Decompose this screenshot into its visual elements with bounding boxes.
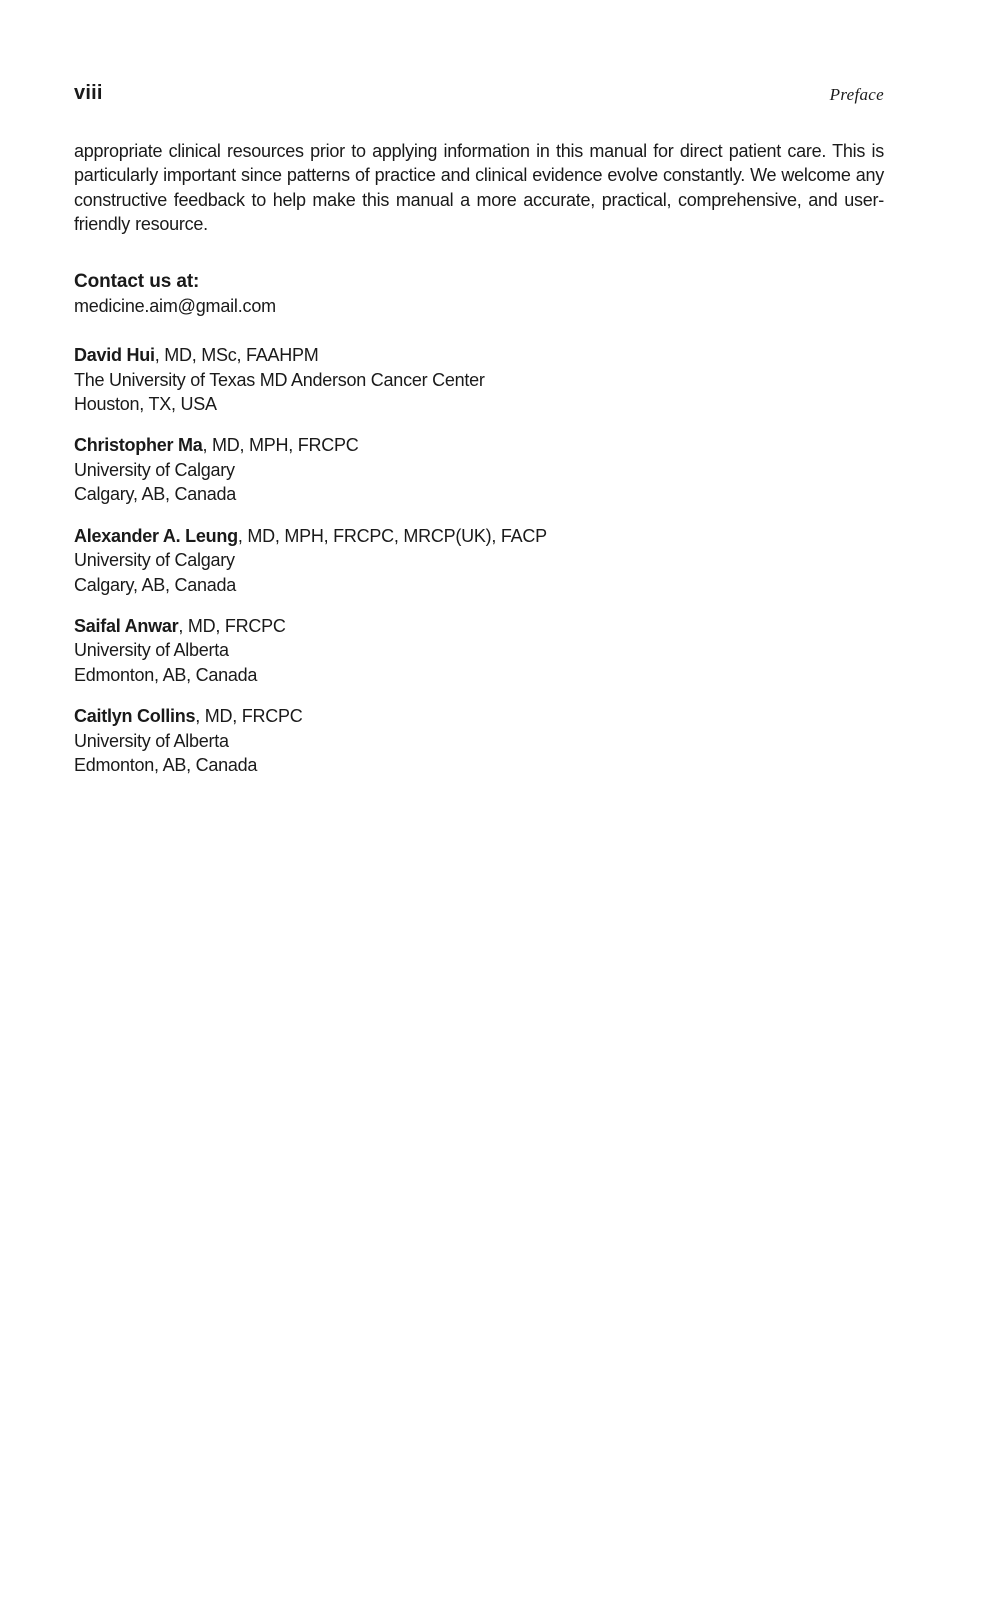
author-name-line [74,343,547,368]
author-credentials: , MD, FRCPC [178,615,286,636]
author-location: Houston, TX, USA [74,394,217,415]
author-institution: University of Alberta [74,730,229,751]
author-credentials: , MD, MPH, FRCPC, MRCP(UK), FACP [237,525,547,546]
author-entry [74,343,547,417]
author-name: Alexander A. Leung [74,525,238,546]
page-number: viii [74,82,103,104]
author-entry [74,433,547,507]
author-entry [74,704,547,778]
author-name: David Hui [74,345,155,365]
author-location: Calgary, AB, Canada [74,484,237,505]
author-entry [74,524,547,598]
intro-paragraph: appropriate clinical resources prior to applying information in this manual for direct patient care. This is particularly important since patterns of practice and clinical evidence evolve constantly. We welcome any constructive feedback to help make this manual a more accurate, practical, comprehensive, and user-friendly resource. [74,141,884,235]
author-institution: University of Alberta [74,640,229,661]
author-list [74,343,547,794]
author-credentials: , MD, MSc, FAAHPM [154,345,319,365]
author-institution: University of Calgary [74,550,235,571]
author-entry [74,614,547,688]
author-name-line [74,433,547,458]
author-name-line [74,704,547,729]
author-location: Calgary, AB, Canada [74,574,237,595]
author-credentials: , MD, FRCPC [195,706,303,727]
author-institution: The University of Texas MD Anderson Cancer Center [74,369,485,390]
author-name: Saifal Anwar [74,615,179,636]
author-name: Caitlyn Collins [74,706,196,727]
author-name-line [74,524,547,549]
author-name-line [74,614,547,639]
author-credentials: , MD, MPH, FRCPC [202,435,359,456]
section-title: Preface [829,85,884,104]
contact-email: medicine.aim@gmail.com [74,296,276,316]
author-location: Edmonton, AB, Canada [74,665,258,686]
author-institution: University of Calgary [74,459,235,480]
contact-block [74,269,276,319]
author-location: Edmonton, AB, Canada [74,755,258,776]
author-name: Christopher Ma [74,435,203,456]
running-head [74,82,884,110]
contact-heading: Contact us at: [74,271,200,292]
